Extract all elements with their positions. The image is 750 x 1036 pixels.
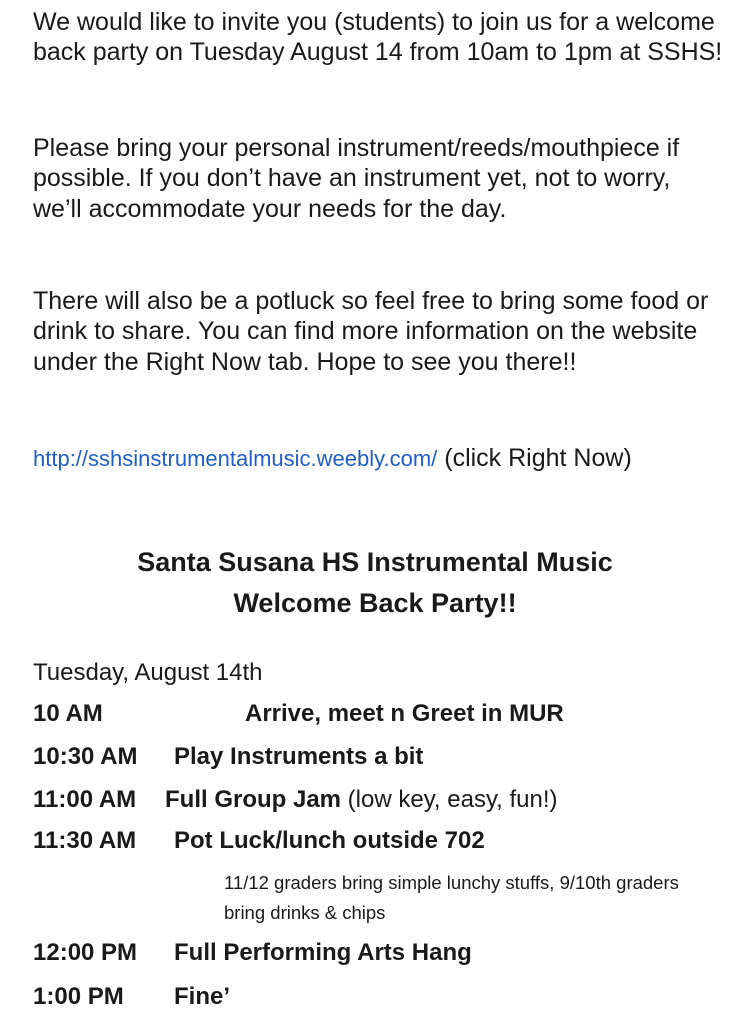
schedule-time: 1:00 PM [33,983,124,1010]
website-line [33,443,673,474]
website-link-hint: (click Right Now) [437,444,632,472]
schedule-time: 10 AM [33,700,103,727]
schedule-time: 12:00 PM [33,939,138,966]
website-link[interactable]: http://sshsinstrumentalmusic.weebly.com/ [33,446,438,471]
schedule-time: 11:30 AM [33,827,137,854]
event-title-line2: Welcome Back Party!! [233,588,517,618]
schedule-activity: Play Instruments a bit [174,743,424,770]
schedule-note: (low key, easy, fun!) [341,786,558,813]
potluck-paragraph: There will also be a potluck so feel free to bring some food or drink to share. You can find more information on the website under the Right Now tab. Hope to see you there!! [33,287,709,376]
event-date: Tuesday, August 14th [33,659,263,686]
schedule-time: 10:30 AM [33,743,138,770]
schedule-activity: Arrive, meet n Greet in MUR [245,700,564,727]
schedule-activity: Pot Luck/lunch outside 702 [174,827,485,854]
lunch-note: 11/12 graders bring simple lunchy stuffs, 9/10th graders bring drinks & chips [224,872,679,923]
schedule-activity: Full Group Jam [165,786,342,813]
schedule-time: 11:00 AM [33,786,137,813]
schedule-activity: Fine’ [174,983,231,1010]
event-title-line1: Santa Susana HS Instrumental Music [137,547,613,577]
instrument-paragraph: Please bring your personal instrument/reeds/mouthpiece if possible. If you don’t have an instrument yet, not to worry, we’ll accommodate your needs for the day. [33,134,680,223]
schedule-activity: Full Performing Arts Hang [174,939,472,966]
invite-paragraph: We would like to invite you (students) to join us for a welcome back party on Tuesday August 14 from 10am to 1pm at SSHS! [33,8,723,67]
